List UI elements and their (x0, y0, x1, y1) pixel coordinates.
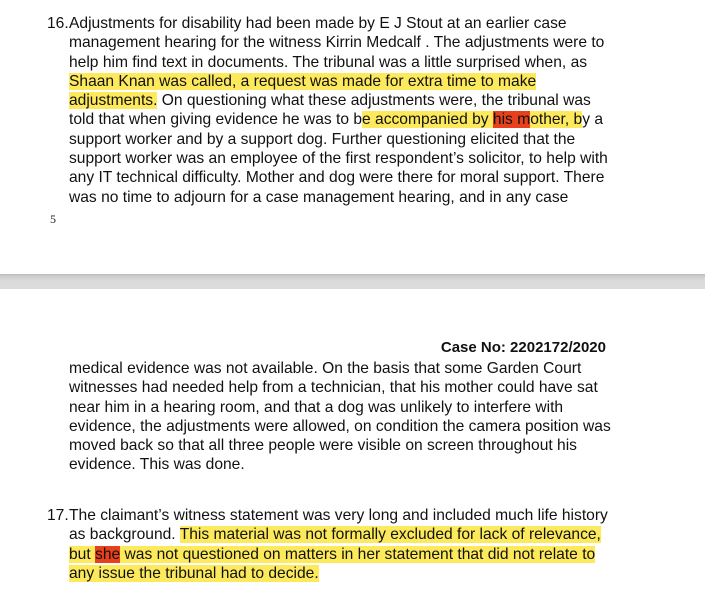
paragraph-number: 16. (47, 15, 69, 32)
text-line (69, 545, 617, 564)
paragraph-number: 17. (47, 507, 69, 524)
paragraph-body[interactable] (69, 14, 617, 207)
text-run: witnesses had needed help from a technician, that his mother could have sat (69, 379, 598, 397)
text-run: told that when giving evidence he was to b (69, 111, 363, 129)
text-run: medical evidence was not available. On the basis that some Garden Court (69, 360, 582, 377)
text-line (69, 149, 617, 168)
text-run: evidence. This was done. (69, 456, 245, 474)
text-run: support worker and by a support dog. Further questioning elicited that the (69, 130, 576, 148)
text-run: moved back so that all three people were visible on screen throughout his (69, 437, 577, 455)
text-run: support worker was an employee of the first respondent’s solicitor, to help with (69, 150, 608, 168)
text-line (69, 378, 617, 397)
text-run: near him in a hearing room, and that a dog was unlikely to interfere with (69, 398, 564, 416)
highlight-yellow: was not questioned on matters in her statement that did not relate to (120, 545, 596, 563)
text-line (69, 130, 617, 149)
text-line (69, 91, 617, 110)
text-run: Adjustments for disability had been made by E J Stout at an earlier case (69, 15, 567, 32)
highlight-yellow: any issue the tribunal had to decide. (69, 564, 319, 582)
text-line (69, 72, 617, 91)
text-run: was no time to adjourn for a case management hearing, and in any case (69, 188, 569, 206)
text-line (69, 436, 617, 455)
text-run: evidence, the adjustments were allowed, on condition the camera position was (69, 417, 611, 435)
text-line (69, 14, 617, 33)
text-line (69, 564, 617, 583)
text-line (69, 506, 617, 525)
highlight-yellow: Shaan Knan was called, a request was made for extra time to make (69, 72, 537, 90)
text-run: management hearing for the witness Kirrin Medcalf . The adjustments were to (69, 34, 605, 52)
highlight-red: his m (492, 111, 531, 129)
text-line (69, 188, 617, 207)
text-run: help him find text in documents. The tribunal was a little surprised when, as (69, 53, 588, 71)
text-line (69, 33, 617, 52)
text-line (69, 168, 617, 187)
text-line (69, 359, 617, 378)
case-number-header: Case No: 2202172/2020 (440, 339, 606, 356)
margin-line-number: 5 (50, 212, 56, 226)
text-run: The claimant’s witness statement was very long and included much life history (69, 507, 608, 524)
text-line (69, 417, 617, 436)
text-run: any IT technical difficulty. Mother and dog were there for moral support. There (69, 169, 605, 187)
text-line (69, 398, 617, 417)
highlight-yellow: adjustments. (69, 92, 158, 110)
paragraph-body[interactable] (69, 506, 617, 583)
text-line (69, 110, 617, 129)
page-separator (0, 274, 705, 289)
paragraph-17 (47, 506, 617, 583)
text-line (69, 455, 617, 474)
text-run: On questioning what these adjustments were, the tribunal was (157, 92, 591, 110)
text-line (69, 53, 617, 72)
paragraph-16 (47, 14, 617, 207)
paragraph-body[interactable] (69, 359, 617, 475)
document-page-1 (0, 0, 705, 274)
highlight-yellow: other, b (530, 111, 583, 129)
highlight-red: she (95, 545, 121, 563)
text-line (69, 525, 617, 544)
document-page-2 (0, 289, 705, 600)
text-run: as background. (69, 526, 180, 544)
text-run: y a (582, 111, 604, 129)
highlight-yellow: but (69, 545, 96, 563)
paragraph-16-continued (47, 359, 617, 475)
highlight-yellow: e accompanied by (362, 111, 493, 129)
highlight-yellow: This material was not formally excluded for lack of relevance, (179, 526, 601, 544)
